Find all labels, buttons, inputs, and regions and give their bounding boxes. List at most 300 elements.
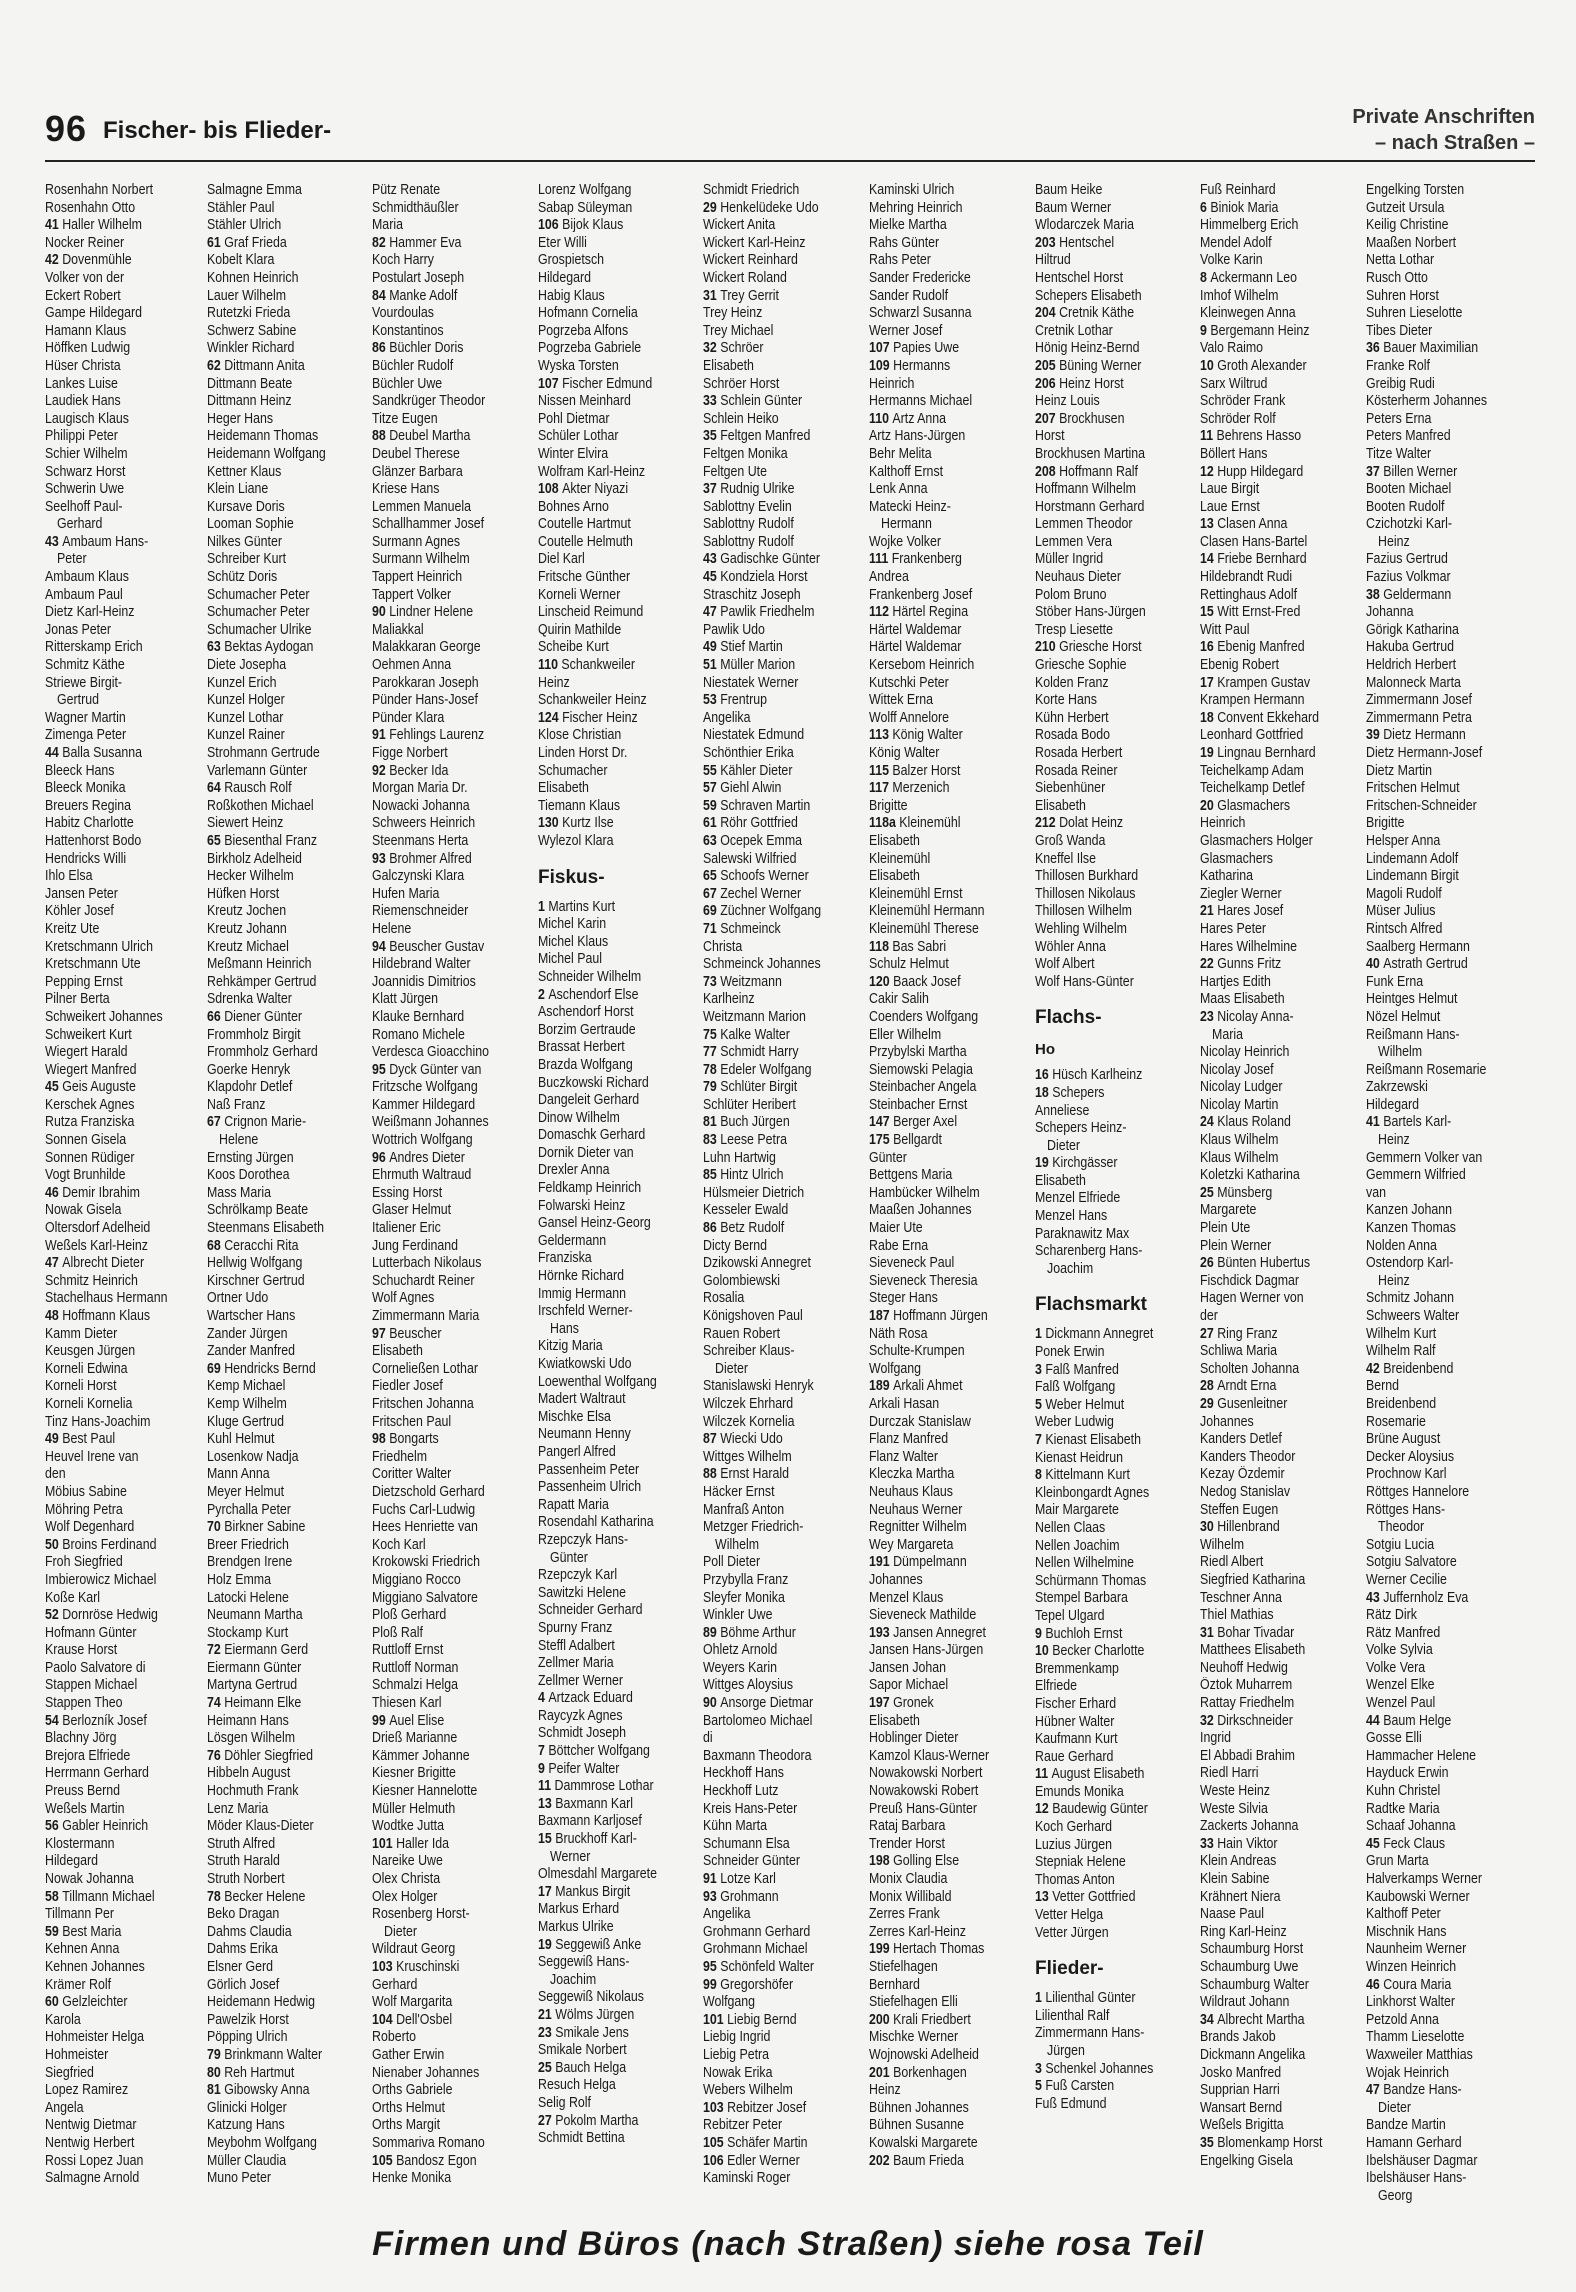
directory-entry: Elsner Gerd (207, 1958, 274, 1975)
directory-entry: Pohl Dietmar (538, 410, 610, 427)
directory-entry: Schulte-Krumpen (869, 1343, 965, 1360)
directory-entry: Engelking Torsten (1366, 182, 1465, 198)
house-number: 106 (538, 217, 563, 234)
directory-entry: 36 Bauer Maximilian (1366, 340, 1479, 357)
directory-entry: Malonneck Marta (1366, 674, 1461, 691)
directory-entry: Folwarski Heinz (538, 1197, 626, 1214)
directory-entry: Glaser Helmut (372, 1202, 452, 1219)
directory-entry: Kirschner Gertrud (207, 1272, 305, 1289)
directory-entry: Klein Sabine (1200, 1871, 1270, 1887)
directory-entry: Kalthoff Peter (1366, 1906, 1441, 1923)
house-number: 101 (703, 2011, 728, 2028)
directory-entry: Passenheim Ulrich (538, 1479, 642, 1496)
house-number: 13 (1200, 516, 1218, 533)
house-number: 8 (1200, 269, 1211, 286)
house-number: 1 (1035, 1990, 1046, 2007)
directory-entry: 37 Billen Werner (1366, 463, 1458, 480)
directory-entry: Pünder Hans-Josef (372, 692, 478, 709)
directory-entry: Pogrzeba Alfons (538, 322, 629, 339)
directory-entry: 113 König Walter (869, 727, 963, 744)
directory-entry: Luhn Hartwig (703, 1149, 776, 1166)
directory-entry: Steffen Eugen (1200, 1501, 1279, 1518)
directory-entry: 78 Becker Helene (207, 1888, 306, 1905)
directory-entry: Hufen Maria (372, 885, 440, 902)
directory-entry: Hörnke Richard (538, 1268, 624, 1285)
directory-entry: Kreutz Jochen (207, 903, 287, 920)
directory-entry: Krähnert Niera (1200, 1888, 1281, 1905)
directory-entry: Kutschki Peter (869, 674, 949, 691)
directory-entry: Schumann Elsa (703, 1835, 790, 1852)
directory-entry: Valo Raimo (1200, 340, 1264, 357)
directory-entry: Frommholz Gerhard (207, 1044, 318, 1061)
directory-entry: Polom Bruno (1035, 586, 1107, 603)
house-number: 10 (1035, 1643, 1053, 1660)
directory-entry: Maas Elisabeth (1200, 991, 1285, 1008)
directory-entry: Poll Dieter (703, 1554, 761, 1571)
directory-entry: Orths Margit (372, 2117, 441, 2134)
directory-entry: Orths Gabriele (372, 2082, 453, 2099)
directory-entry: Gertrud (57, 692, 100, 709)
directory-entry: Plein Werner (1200, 1237, 1272, 1254)
house-number: 117 (869, 780, 893, 797)
directory-entry: Teichelkamp Adam (1200, 762, 1304, 779)
directory-entry: 80 Reh Hartmut (207, 2064, 295, 2081)
directory-entry: Büchler Rudolf (372, 357, 454, 374)
directory-entry: Aschendorf Horst (538, 1004, 634, 1021)
directory-entry: Kemp Wilhelm (207, 1395, 287, 1412)
footer-note: Firmen und Büros (nach Straßen) siehe rosa Teil (372, 2225, 1204, 2263)
directory-entry: 105 Bandosz Egon (372, 2152, 477, 2169)
directory-entry: 66 Diener Günter (207, 1008, 302, 1025)
directory-entry: Nilkes Günter (207, 533, 282, 550)
directory-entry: Feltgen Monika (703, 445, 788, 462)
directory-entry: Seggewiß Hans- (538, 1954, 630, 1971)
directory-entry: Luzius Jürgen (1035, 1836, 1113, 1853)
directory-entry: Fritzsche Wolfgang (372, 1079, 478, 1096)
directory-entry: Wolf Agnes (372, 1290, 435, 1307)
directory-entry: Menzel Hans (1035, 1208, 1108, 1225)
directory-entry: 206 Heinz Horst (1035, 375, 1124, 392)
directory-entry: Pyrchalla Peter (207, 1501, 291, 1518)
house-number: 65 (207, 832, 225, 849)
house-number: 147 (869, 1114, 894, 1131)
directory-entry: Laugisch Klaus (45, 410, 129, 427)
directory-entry: Köhler Josef (45, 903, 114, 920)
house-number: 204 (1035, 305, 1060, 322)
house-number: 91 (703, 1871, 721, 1887)
directory-entry: Tibes Dieter (1366, 322, 1433, 339)
directory-entry: Wolfgang (869, 1360, 922, 1377)
house-number: 59 (45, 1923, 63, 1940)
directory-entry: Lösgen Wilhelm (207, 1730, 296, 1747)
directory-entry: Heckhoff Lutz (703, 1783, 779, 1800)
directory-entry: Horst (1035, 428, 1065, 445)
directory-entry: Reißmann Rosemarie (1366, 1061, 1487, 1078)
directory-entry: 44 Balla Susanna (45, 745, 143, 761)
directory-entry: 2 Aschendorf Else (538, 986, 639, 1003)
directory-entry: Wildraut Johann (1200, 1994, 1290, 2011)
directory-entry: 69 Züchner Wolfgang (703, 903, 822, 920)
directory-entry: Wlodarczek Maria (1035, 217, 1135, 234)
house-number: 175 (869, 1132, 894, 1149)
directory-entry: 94 Beuscher Gustav (372, 938, 485, 955)
directory-entry: Hüfken Horst (207, 885, 280, 902)
directory-entry: Schmalzi Helga (372, 1677, 458, 1694)
directory-entry: van (1366, 1184, 1386, 1201)
directory-entry: 75 Kalke Walter (703, 1026, 790, 1043)
directory-entry: Engelking Gisela (1200, 2152, 1293, 2169)
directory-entry: Rosada Bodo (1035, 727, 1111, 744)
directory-entry: Golombiewski (703, 1272, 781, 1289)
directory-entry: 92 Becker Ida (372, 762, 449, 779)
directory-entry: Keilig Christine (1366, 217, 1449, 234)
directory-entry: Loewenthal Wolfgang (538, 1373, 657, 1390)
directory-entry: Losenkow Nadja (207, 1448, 299, 1465)
directory-entry: Kalthoff Ernst (869, 463, 944, 480)
directory-entry: Kersebom Heinrich (869, 657, 975, 674)
directory-entry: Supprian Harri (1200, 2082, 1280, 2099)
directory-entry: 25 Münsberg (1200, 1184, 1273, 1201)
directory-entry: 69 Hendricks Bernd (207, 1360, 316, 1377)
directory-entry: Jung Ferdinand (372, 1237, 459, 1254)
directory-entry: 43 Ambaum Hans- (45, 533, 149, 550)
directory-entry: di (703, 1730, 713, 1747)
directory-entry: 10 Becker Charlotte (1035, 1643, 1145, 1660)
directory-entry: Wojak Heinrich (1366, 2064, 1450, 2081)
directory-entry: Schmitz Johann (1366, 1290, 1455, 1307)
directory-entry: Klose Christian (538, 727, 622, 744)
directory-entry: Schneider Günter (703, 1853, 801, 1870)
directory-entry: 57 Giehl Alwin (703, 780, 782, 797)
directory-entry: 59 Schraven Martin (703, 797, 811, 814)
section-heading-line1: Private Anschriften (1352, 106, 1535, 128)
directory-entry: Schankweiler Heinz (538, 692, 647, 709)
directory-entry: Breuers Regina (45, 797, 131, 814)
directory-entry: Italiener Eric (372, 1220, 441, 1237)
house-number: 7 (1035, 1432, 1046, 1448)
directory-entry: Galczynski Klara (372, 868, 465, 885)
directory-entry: Wenzel Paul (1366, 1695, 1436, 1712)
directory-entry: Angela (45, 2099, 84, 2116)
house-number: 43 (1366, 1589, 1384, 1606)
directory-entry: Varlemann Günter (207, 762, 308, 779)
directory-entry: 34 Albrecht Martha (1200, 2011, 1305, 2028)
directory-entry: Kitzig Maria (538, 1338, 603, 1355)
directory-entry: Griesche Sophie (1035, 657, 1127, 674)
directory-entry: 18 Convent Ekkehard (1200, 709, 1320, 726)
house-number: 20 (1200, 797, 1218, 814)
house-number: 12 (1200, 463, 1218, 480)
directory-entry: Eter Willi (538, 234, 587, 251)
directory-entry: Booten Rudolf (1366, 498, 1445, 515)
directory-entry: Tillmann Per (45, 1906, 115, 1923)
directory-entry: Gosse Elli (1366, 1730, 1422, 1747)
directory-entry: Gemmern Wilfried (1366, 1167, 1466, 1184)
house-number: 84 (372, 287, 390, 304)
directory-entry: Gerhard (57, 516, 103, 533)
directory-entry: 10 Groth Alexander (1200, 357, 1307, 374)
directory-entry: Imbierowicz Michael (45, 1571, 157, 1588)
directory-entry: 95 Schönfeld Walter (703, 1958, 814, 1975)
directory-entry: Plein Ute (1200, 1220, 1251, 1237)
directory-entry: Scholten Johanna (1200, 1360, 1300, 1377)
directory-entry: Vogt Brunhilde (45, 1167, 126, 1184)
directory-entry: Jansen Hans-Jürgen (869, 1642, 984, 1659)
directory-entry: Korneli Horst (45, 1378, 117, 1395)
directory-entry: Ploß Gerhard (372, 1607, 447, 1624)
house-number: 29 (703, 199, 721, 216)
directory-entry: 40 Astrath Gertrud (1366, 956, 1468, 973)
directory-entry: Linden Horst Dr. (538, 745, 628, 761)
directory-entry: Kolden Franz (1035, 674, 1109, 691)
directory-entry: Ambaum Paul (45, 586, 123, 603)
directory-entry: Schliwa Maria (1200, 1343, 1278, 1360)
directory-entry: Angelika (703, 1906, 751, 1923)
directory-entry: 32 Schröer (703, 340, 764, 357)
directory-entry: Fritsche Günther (538, 569, 631, 586)
directory-entry: Raycyzk Agnes (538, 1707, 623, 1724)
directory-entry: Koch Gerhard (1035, 1819, 1113, 1836)
house-number: 81 (703, 1114, 721, 1131)
house-number: 193 (869, 1624, 894, 1641)
directory-entry: 93 Grohmann (703, 1888, 779, 1905)
directory-entry: Wickert Reinhard (703, 252, 798, 269)
directory-entry: Ehrmuth Waltraud (372, 1167, 472, 1184)
directory-entry: Passenheim Peter (538, 1461, 640, 1478)
directory-entry: Rätz Manfred (1366, 1624, 1441, 1641)
directory-entry: Wittges Aloysius (703, 1677, 794, 1694)
directory-entry: Weßels Karl-Heinz (45, 1237, 148, 1254)
directory-entry: Winter Elvira (538, 445, 609, 462)
directory-entry: 29 Henkelüdeke Udo (703, 199, 819, 216)
directory-entry: Emunds Monika (1035, 1783, 1124, 1800)
directory-entry: Schepers Heinz- (1035, 1120, 1127, 1137)
directory-entry: 13 Clasen Anna (1200, 516, 1288, 533)
directory-entry: Witt Paul (1200, 621, 1250, 638)
directory-entry: Näth Rosa (869, 1325, 928, 1342)
directory-entry: Wiegert Manfred (45, 1061, 137, 1078)
directory-entry: Dinow Wilhelm (538, 1109, 620, 1126)
directory-entry: 32 Dirkschneider (1200, 1712, 1293, 1729)
house-number: 105 (703, 2134, 728, 2151)
directory-entry: Ernsting Jürgen (207, 1149, 294, 1166)
directory-entry: Romano Michele (372, 1026, 465, 1043)
directory-entry: Habitz Charlotte (45, 815, 134, 832)
directory-entry: Wolf Albert (1035, 956, 1095, 973)
directory-entry: Diel Karl (538, 551, 585, 568)
directory-entry: Zimmermann Hans- (1035, 2025, 1145, 2042)
directory-entry: Hamann Klaus (45, 322, 127, 339)
house-number: 34 (1200, 2011, 1218, 2028)
directory-entry: 41 Haller Wilhelm (45, 217, 142, 234)
directory-entry: Weyers Karin (703, 1659, 778, 1676)
directory-entry: Heidemann Wolfgang (207, 445, 326, 462)
directory-entry: 54 Berlozník Josef (45, 1712, 147, 1729)
directory-entry: 4 Artzack Eduard (538, 1690, 633, 1707)
directory-entry: 103 Kruschinski (372, 1958, 460, 1975)
directory-entry: 63 Bektas Aydogan (207, 639, 314, 656)
directory-entry: Fritschen Johanna (372, 1395, 474, 1412)
directory-entry: Lopez Ramirez (45, 2082, 129, 2099)
directory-entry: Pangerl Alfred (538, 1443, 616, 1460)
directory-entry: Cakir Salih (869, 991, 929, 1008)
directory-entry: Neumann Henny (538, 1426, 631, 1443)
directory-entry: Bühnen Susanne (869, 2117, 964, 2134)
directory-entry: Klatt Jürgen (372, 991, 439, 1008)
directory-entry: Beko Dragan (207, 1906, 280, 1923)
directory-entry: Lemmen Theodor (1035, 516, 1133, 533)
directory-entry: Elisabeth (372, 1343, 423, 1360)
house-number: 110 (538, 657, 562, 674)
page-header (45, 100, 1535, 162)
directory-entry: Pogrzeba Gabriele (538, 340, 642, 357)
directory-entry: Brassat Herbert (538, 1039, 625, 1056)
directory-entry: Latocki Helene (207, 1589, 289, 1606)
house-number: 10 (1200, 357, 1218, 374)
directory-entry: Günter (550, 1549, 588, 1566)
directory-entry: Behr Melita (869, 445, 932, 462)
directory-entry: Raue Gerhard (1035, 1748, 1114, 1765)
directory-entry: Laue Ernst (1200, 498, 1260, 515)
directory-entry: Heldrich Herbert (1366, 657, 1457, 674)
directory-entry: Waxweiler Matthias (1366, 2046, 1473, 2063)
house-number: 83 (703, 1132, 721, 1149)
directory-entry: Teschner Anna (1200, 1589, 1282, 1606)
directory-entry: Möder Klaus-Dieter (207, 1818, 314, 1835)
directory-entry: Lilienthal Ralf (1035, 2007, 1110, 2024)
directory-entry: Wartscher Hans (207, 1308, 296, 1324)
directory-entry: 72 Eiermann Gerd (207, 1642, 309, 1659)
house-number: 93 (703, 1888, 721, 1905)
house-number: 124 (538, 709, 563, 726)
directory-entry: Olex Christa (372, 1871, 441, 1887)
directory-entry: Heinz (1378, 1272, 1410, 1289)
house-number: 19 (1035, 1155, 1053, 1172)
directory-entry: Hoffmann Wilhelm (1035, 481, 1136, 498)
street-heading: Flieder- (1035, 1958, 1104, 1980)
house-number: 6 (1200, 199, 1211, 216)
directory-entry: Wilhelm (1378, 1044, 1423, 1061)
directory-entry: Klauke Bernhard (372, 1008, 465, 1025)
directory-entry: Ihlo Elsa (45, 868, 93, 885)
directory-entry: Greibig Rudi (1366, 375, 1435, 392)
section-heading-line2: – nach Straßen – (1374, 132, 1535, 154)
directory-entry: Ibelshäuser Dagmar (1366, 2152, 1478, 2169)
directory-entry: Schreiber Klaus- (703, 1343, 795, 1360)
directory-entry: 197 Gronek (869, 1695, 934, 1712)
directory-entry: Tresp Liesette (1035, 621, 1113, 638)
directory-entry: Steenmans Elisabeth (207, 1220, 324, 1237)
directory-entry: Wickert Anita (703, 217, 776, 234)
directory-entry: Arkali Hasan (869, 1395, 940, 1412)
house-number: 99 (372, 1712, 390, 1729)
directory-entry: Werner Cecilie (1366, 1571, 1447, 1588)
directory-entry: Schürmann Thomas (1035, 1572, 1147, 1589)
directory-entry: Heidemann Thomas (207, 428, 319, 445)
directory-entry: Dornik Dieter van (538, 1144, 634, 1161)
house-number: 105 (372, 2152, 397, 2169)
directory-entry: Trender Horst (869, 1835, 945, 1852)
directory-entry: Wöhler Anna (1035, 938, 1106, 955)
directory-entry: Matecki Heinz- (869, 498, 951, 515)
directory-entry: Mielke Martha (869, 217, 947, 234)
house-number: 8 (1035, 1467, 1046, 1484)
directory-entry: Stempel Barbara (1035, 1590, 1128, 1607)
house-number: 68 (207, 1237, 225, 1254)
directory-entry: Madert Waltraut (538, 1391, 626, 1408)
directory-entry: 111 Frankenberg (869, 551, 962, 568)
directory-entry: Hüser Christa (45, 357, 121, 374)
directory-entry: Hohmeister (45, 2046, 109, 2063)
house-number: 45 (703, 569, 721, 586)
directory-entry: Korte Hans (1035, 692, 1097, 709)
directory-entry: Habig Klaus (538, 287, 605, 304)
house-number: 38 (1366, 586, 1384, 603)
house-number: 103 (703, 2099, 728, 2116)
directory-entry: Elisabeth (869, 1712, 920, 1729)
directory-entry: Mendel Adolf (1200, 234, 1272, 251)
directory-entry: Stepniak Helene (1035, 1854, 1126, 1871)
directory-entry: Kobelt Klara (207, 252, 275, 269)
directory-entry: Thillosen Nikolaus (1035, 885, 1136, 902)
directory-entry: 90 Ansorge Dietmar (703, 1695, 814, 1712)
directory-entry: Schwarzl Susanna (869, 305, 972, 322)
directory-entry: Zellmer Maria (538, 1655, 614, 1672)
directory-entry: Rosemarie (1366, 1413, 1426, 1430)
directory-entry: 84 Manke Adolf (372, 287, 458, 304)
house-number: 206 (1035, 375, 1060, 392)
house-number: 104 (372, 2011, 397, 2028)
directory-entry: König Walter (869, 745, 940, 761)
directory-entry: Siebenhüner (1035, 780, 1106, 797)
directory-entry: Stöber Hans-Jürgen (1035, 604, 1146, 621)
directory-entry: Öztok Muharrem (1200, 1677, 1293, 1694)
house-number: 99 (703, 1976, 721, 1993)
directory-entry: Jansen Johan (869, 1659, 947, 1676)
directory-entry: Irschfeld Werner- (538, 1303, 633, 1320)
directory-entry: Mair Margarete (1035, 1502, 1119, 1519)
directory-entry: Postulart Joseph (372, 269, 465, 286)
house-number: 23 (1200, 1008, 1218, 1025)
directory-entry: Rutetzki Frieda (207, 305, 291, 322)
directory-entry: Schmidt Friedrich (703, 182, 800, 198)
directory-entry: 79 Brinkmann Walter (207, 2046, 323, 2063)
house-number: 9 (1035, 1625, 1046, 1642)
house-number: 21 (1200, 903, 1218, 920)
directory-entry: Peters Manfred (1366, 428, 1451, 445)
directory-entry: Nowak Gisela (45, 1202, 122, 1219)
directory-entry: Kanzen Thomas (1366, 1220, 1456, 1237)
directory-entry: Schumacher Peter (207, 604, 310, 621)
directory-entry: 193 Jansen Annegret (869, 1624, 986, 1641)
directory-entry: Schneider Wilhelm (538, 968, 642, 985)
directory-entry: 16 Ebenig Manfred (1200, 639, 1305, 656)
directory-entry: Elisabeth (1035, 797, 1086, 814)
directory-entry: Zakrzewski (1366, 1079, 1428, 1096)
directory-entry: Baxmann Theodora (703, 1747, 812, 1764)
house-number: 90 (703, 1695, 721, 1712)
house-number: 97 (372, 1325, 390, 1342)
directory-entry: Rätz Dirk (1366, 1607, 1417, 1624)
directory-entry: Elisabeth (1035, 1172, 1086, 1189)
directory-entry: Schwarz Horst (45, 463, 126, 480)
directory-entry: Nicolay Ludger (1200, 1079, 1283, 1096)
directory-entry: Schmeinck Johannes (703, 956, 821, 973)
directory-entry: Coritter Walter (372, 1466, 452, 1483)
directory-entry: 19 Kirchgässer (1035, 1155, 1118, 1172)
directory-entry: Eiermann Günter (207, 1659, 302, 1676)
directory-entry: Bleeck Hans (45, 762, 115, 779)
